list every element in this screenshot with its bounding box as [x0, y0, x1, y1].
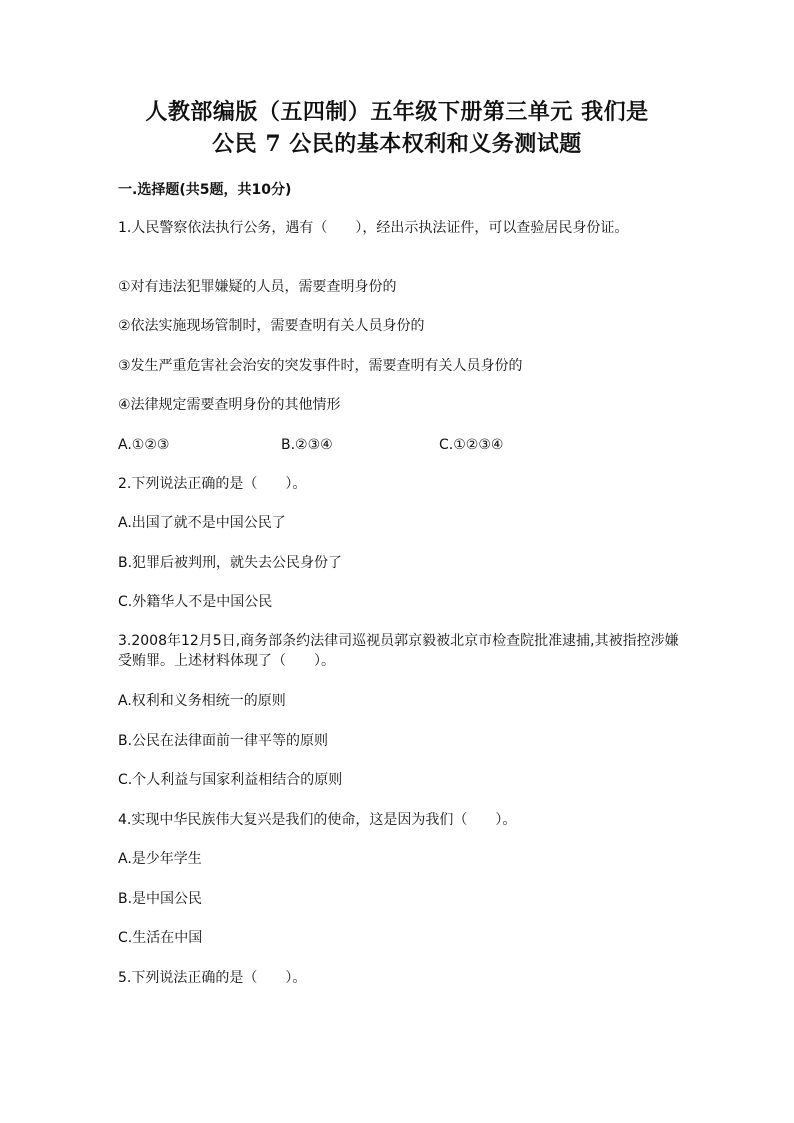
- question-3-stem: 3.2008年12月5日,商务部条约法律司巡视员郭京毅被北京市检查院批准逮捕,其被指控涉嫌受贿罪。上述材料体现了（ ）。: [118, 633, 679, 669]
- question-1-stem: 1.人民警察依法执行公务，遇有（ ），经出示执法证件，可以查验居民身份证。: [118, 220, 629, 236]
- question-2-stem: 2.下列说法正确的是（ ）。: [118, 476, 307, 492]
- question-4-option-c: C.生活在中国: [118, 930, 203, 946]
- question-1-item-4: ④法律规定需要查明身份的其他情形: [118, 397, 341, 413]
- question-3-option-c: C.个人利益与国家利益相结合的原则: [118, 772, 343, 788]
- exam-title-line-1: 人教部编版（五四制）五年级下册第三单元 我们是: [145, 99, 649, 125]
- question-5-stem: 5.下列说法正确的是（ ）。: [118, 970, 307, 986]
- question-1-item-3: ③发生严重危害社会治安的突发事件时，需要查明有关人员身份的: [118, 358, 523, 374]
- question-2-option-c: C.外籍华人不是中国公民: [118, 594, 273, 610]
- question-2-option-a: A.出国了就不是中国公民了: [118, 515, 286, 531]
- question-1-item-2: ②依法实施现场管制时，需要查明有关人员身份的: [118, 318, 425, 334]
- exam-title-line-2: 公民 7 公民的基本权利和义务测试题: [212, 131, 582, 157]
- question-3-option-a: A.权利和义务相统一的原则: [118, 693, 286, 709]
- question-4-stem: 4.实现中华民族伟大复兴是我们的使命，这是因为我们（ ）。: [118, 812, 517, 828]
- question-3-option-b: B.公民在法律面前一律平等的原则: [118, 733, 329, 749]
- question-4-option-a: A.是少年学生: [118, 851, 202, 867]
- question-1-option-b: B.②③④: [281, 437, 333, 453]
- question-2-option-b: B.犯罪后被判刑，就失去公民身份了: [118, 555, 343, 571]
- question-1-option-a: A.①②③: [118, 437, 170, 453]
- question-1-item-1: ①对有违法犯罪嫌疑的人员，需要查明身份的: [118, 279, 397, 295]
- question-1-option-c: C.①②③④: [439, 437, 504, 453]
- section-heading: 一.选择题(共5题，共10分): [118, 182, 292, 198]
- question-4-option-b: B.是中国公民: [118, 891, 203, 907]
